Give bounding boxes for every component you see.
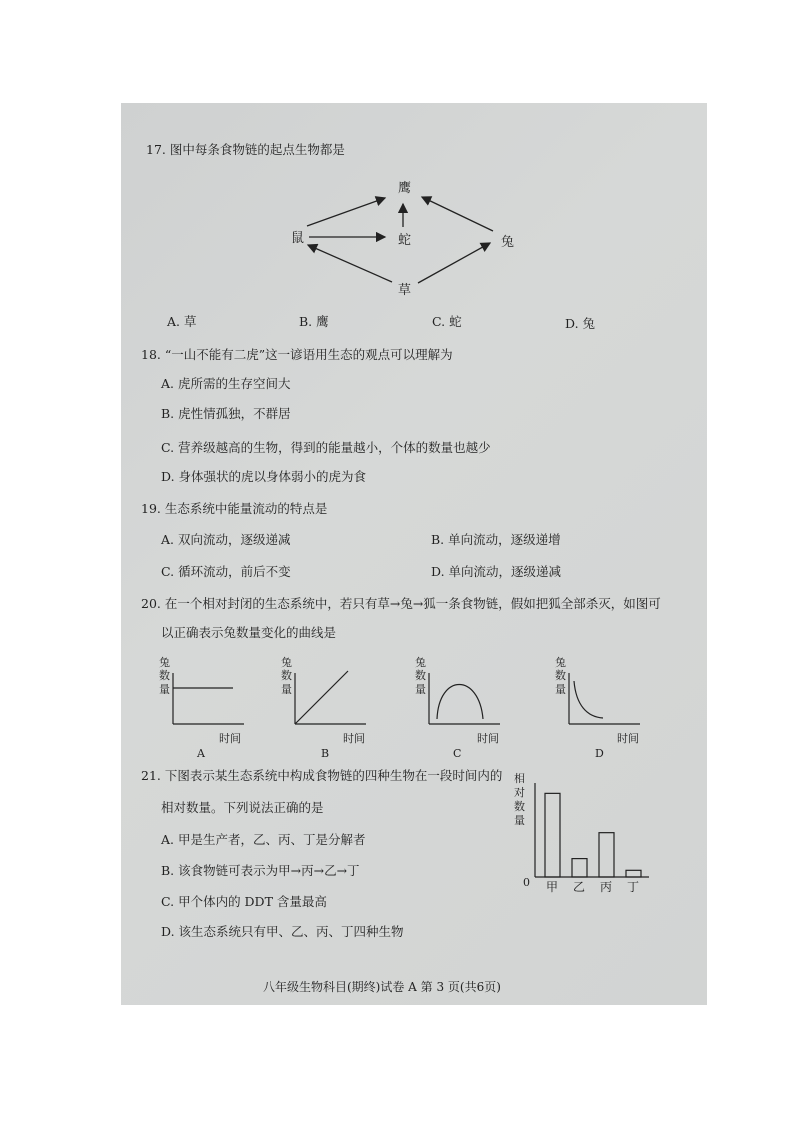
bar-2 [572,859,587,877]
graph-d-ylabel-2: 数 [555,669,566,682]
q17-option-c: C. 蛇 [432,314,462,329]
graph-a-xlabel: 时间 [219,732,241,745]
graph-c-label: C [453,747,462,760]
graph-d-xlabel: 时间 [617,732,639,745]
graph-b-label: B [321,747,330,760]
page-footer: 八年级生物科目(期终)试卷 A 第 3 页(共6页) [263,980,501,994]
exam-page [121,103,707,1005]
q19-stem: 19. 生态系统中能量流动的特点是 [141,501,328,516]
graph-c-curve [437,685,483,720]
q17-option-d: D. 兔 [565,316,596,331]
bar-category-label: 乙 [573,880,586,894]
q20-stem-line1: 20. 在一个相对封闭的生态系统中，若只有草→兔→狐一条食物链，假如把狐全部杀灭，如图可 [141,596,661,611]
graph-b-ylabel-3: 量 [281,683,292,696]
q18-option-b: B. 虎性情孤独，不群居 [161,406,291,421]
graph-b-curve [295,671,348,724]
node-grass: 草 [398,283,412,298]
arrow-grass-rabbit [418,243,490,283]
q21-option-a: A. 甲是生产者，乙、丙、丁是分解者 [161,832,366,847]
bar-origin: 0 [523,876,530,889]
bar-1 [545,793,560,877]
q18-option-d: D. 身体强状的虎以身体弱小的虎为食 [161,469,367,484]
q20-stem-line2: 以正确表示兔数量变化的曲线是 [161,625,337,640]
bar-ylabel-1: 相 [514,772,525,785]
q17-option-b: B. 鹰 [299,314,329,329]
q17-food-web-diagram [281,171,521,301]
graph-a-ylabel-3: 量 [159,683,170,696]
graph-c-xlabel: 时间 [477,732,499,745]
node-eagle: 鹰 [398,181,412,196]
q17-stem: 17. 图中每条食物链的起点生物都是 [146,142,345,157]
q21-option-c: C. 甲个体内的 DDT 含量最高 [161,894,327,909]
q18-stem: 18. “一山不能有二虎”这一谚语用生态的观点可以理解为 [141,347,453,362]
q18-option-a: A. 虎所需的生存空间大 [161,376,291,391]
q19-option-b: B. 单向流动，逐级递增 [431,532,561,547]
q21-option-b: B. 该食物链可表示为甲→丙→乙→丁 [161,863,360,878]
graph-d-curve [574,681,603,718]
q19-option-c: C. 循环流动，前后不变 [161,564,291,579]
node-mouse: 鼠 [291,231,305,246]
arrow-grass-mouse [308,245,392,282]
q21-option-d: D. 该生态系统只有甲、乙、丙、丁四种生物 [161,924,404,939]
graph-a-ylabel-1: 兔 [159,656,170,669]
bar-category-label: 丁 [627,880,640,894]
graph-b-xlabel: 时间 [343,732,365,745]
graph-a-ylabel-2: 数 [159,669,170,682]
q20-graph-b [277,653,387,763]
bar-category-label: 甲 [546,880,559,894]
graph-c-ylabel-3: 量 [415,683,426,696]
q21-bar-chart [509,767,659,902]
node-rabbit: 兔 [501,235,515,250]
graph-d-label: D [595,747,604,760]
q20-graph-a [155,653,265,763]
graph-d-ylabel-1: 兔 [555,656,566,669]
arrow-mouse-eagle [307,198,385,226]
arrow-rabbit-eagle [422,197,493,231]
q20-graph-c [411,653,521,763]
bar-ylabel-3: 数 [514,800,525,813]
bar-ylabel-4: 量 [514,814,525,827]
graph-a-label: A [197,747,205,760]
graph-c-ylabel-1: 兔 [415,656,426,669]
bar-3 [599,833,614,877]
q17-option-a: A. 草 [167,314,197,329]
graph-c-ylabel-2: 数 [415,669,426,682]
q18-option-c: C. 营养级越高的生物，得到的能量越小，个体的数量也越少 [161,440,491,455]
q21-stem-line2: 相对数量。下列说法正确的是 [161,800,324,815]
graph-b-ylabel-1: 兔 [281,656,292,669]
q21-stem-line1: 21. 下图表示某生态系统中构成食物链的四种生物在一段时间内的 [141,768,503,783]
bar-category-label: 丙 [600,880,613,894]
node-snake: 蛇 [398,233,412,248]
bar-4 [626,870,641,877]
graph-d-ylabel-3: 量 [555,683,566,696]
graph-b-ylabel-2: 数 [281,669,292,682]
q19-option-a: A. 双向流动，逐级递减 [161,532,291,547]
q19-option-d: D. 单向流动，逐级递减 [431,564,562,579]
q20-graph-d [551,653,661,763]
bar-ylabel-2: 对 [514,786,525,799]
